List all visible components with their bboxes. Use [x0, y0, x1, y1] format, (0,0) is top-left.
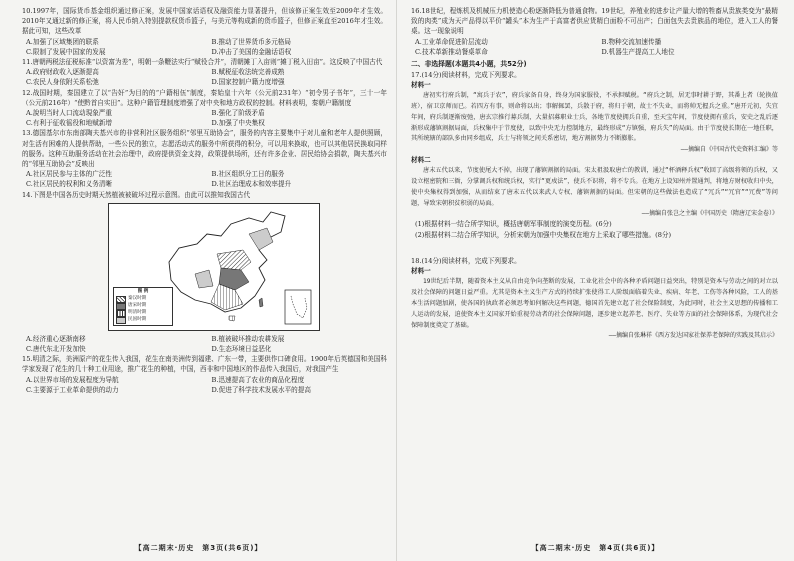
question-12-options	[22, 108, 387, 128]
material-text: 唐初实行府兵制，“寓兵于农”，府兵家备自身，终身为国家服役，不承担赋税。“府兵之制，居无事时耕于野，其番上者（轮换值班），宿卫京师而已。若四方有事，则命将以出；事解辄罢，兵散于府，将归于朝，故士不失业，而将帅无握兵之重。”唐开元初，失宜年间，府兵制逐渐废弛，唐玄宗推行募兵制，大量招募职业士兵，各地节度使拥兵自重，至天宝年间，节度使拥有重兵，安史之乱后逐渐形成藩镇割据局面，兵权集中于节度使，以致中央无力控制地方，最终形成“方镇强，府兵失”的局面。由于节度使长期在一地任职，其所统辖的部队多由同乡组成，兵士与将领之间关系密切，地方割据势力不断膨胀。	[411, 92, 778, 143]
option: B.植被破坏推动农耕发展	[211, 334, 285, 343]
option: C.有利于征收徭役和地赋新增	[26, 119, 113, 128]
material-source: ——摘编自《中国古代史资料汇编》等	[680, 146, 778, 154]
map-legend	[113, 287, 173, 326]
material-source: ——摘编自张琳祥《西方发达国家社保养老保障的实践及其启示》	[608, 332, 778, 340]
answer-space	[411, 240, 778, 256]
question-12: 12.战国时期，秦国建立了以“告奸”为目的的“户籍相伍”制度，秦始皇十六年（公元前231年）“初令男子书年”，三十一年（公元前216年）“使黔首自实田”。这种户籍管理制度增强了对中央和地方政权的控制。材料表明，秦朝户籍制度	[22, 88, 387, 107]
question-16: 16.18世纪，程炼机及机械压力机使造心粉逐渐降低为普通食物。19世纪，养殖业的进步让产量大增的牲畜从贵族类变为“最精致的肉类”成为天产品得以平价“罐头”本为生产于高富者供应货精白面粉不可出产；白面包失去贵族品的地位，进入工人的餐桌。这一现象说明	[411, 7, 778, 36]
option: C.技术革新推动餐桌革命	[415, 47, 488, 56]
option: D.机器生产提高工人地位	[601, 47, 675, 56]
question-15-options	[22, 375, 387, 395]
option: B.社区组织分工日的服务	[211, 170, 285, 179]
option: C.限制了发展中国家的发展	[26, 47, 106, 56]
section-heading: 二、非选择题(本题共4小题，共52分)	[411, 60, 527, 69]
option: D.国家控制户籍力度增强	[211, 78, 285, 87]
option: C.社区居民的权利和义务清晰	[26, 180, 113, 189]
option: A.社区居民参与主体的广泛性	[26, 170, 112, 179]
option: A.說明当时人口流动現象严重	[26, 109, 112, 118]
option: B.物种交流加速传播	[601, 37, 662, 46]
legend-item: 民国时期	[116, 317, 170, 324]
question-16-options	[411, 37, 778, 57]
option: A.工业革命促进阶层流动	[415, 37, 488, 46]
stripe-swatch-icon	[116, 310, 126, 317]
material-text: 19世纪后半期，随着资本主义从自由竞争向垄断的发展，工业化社会中的各种矛盾问题日益突出，特别是资本与劳动之间的对立以及社会保障的问题日益严重。尤其是资本主义生产方式的持续扩张使得工人阶级面临着失业、疾病、年老、工伤等各种风险，工人的基本生活问题加剧，使各国的执政者必须思考如何解决这些问题，德国首先建立起了社会保险制度，为此同时，社会主义思想的传播和工人运动的发展，迫使资本主义国家开始重视劳动者的社会保障问题，逐步建立起养老、医疗、失业等方面的社会保障体系，为现代社会保障制度奠定了基础。	[411, 278, 778, 329]
question-14-options	[22, 334, 387, 354]
option: B.推动了世界货币多元格局	[211, 37, 291, 46]
gray-swatch-icon	[116, 303, 126, 310]
material-text: 唐末五代以来，节度使尾大不掉，出现了藩镇割据的局面。宋太祖汲取唐亡的教训，通过“杯酒释兵权”收回了高级将领的兵权，又设立枢密院和三衙，分掌调兵权和统兵权，实行“更戍法”，使兵不识将，将不专兵。在地方上设知州并置通判，将地方财权收归中央，使中央集权得到加强，从而结束了唐末五代以来武人专权、藩镇割据的局面。但宋朝的这些做法也造成了“冗兵”“冗官”“冗费”等问题，导致宋朝积贫积弱的局面。	[411, 167, 778, 207]
option: D.加强了中央集权	[211, 119, 265, 128]
page-footer: 【高二期末·历史 第3页(共6页)】	[134, 544, 263, 552]
legend-item: 唐宋时期	[116, 303, 170, 310]
option: B.赋税征收法统完善成熟	[211, 68, 285, 77]
page-footer: 【高二期末·历史 第4页(共6页)】	[531, 544, 660, 552]
option: D.社区治理成本和效率提升	[211, 180, 292, 189]
material-label: 材料一	[411, 81, 431, 90]
option: A.政府财政收入逐渐提高	[26, 68, 99, 77]
option: A.以世界市场的发展程度为导航	[26, 375, 119, 384]
question-11-options	[22, 67, 387, 87]
legend-item: 明清时期	[116, 310, 170, 317]
page-right	[397, 0, 794, 561]
option: B.强化了阶级矛盾	[211, 109, 265, 118]
option: D.生态环境日益恶化	[211, 345, 272, 354]
option: B.迅速提高了农业的商品化程度	[211, 375, 305, 384]
hainan-island	[229, 316, 235, 321]
option: A.加强了区域集团的联系	[26, 37, 99, 46]
legend-title: 图 例	[137, 289, 149, 295]
china-vegetation-map	[108, 203, 320, 331]
question-10-options	[22, 37, 387, 57]
question-10: 10.1997年，国际货币基金组织通过修正案，发展中国家话语权及融资能力显著提升，但该修正案生效至2009年才生效。2010年又通过新的修正案，将人民币纳入特别提款权货币篮子，与美元等构成新的货币篮子，但修正案直至2016年才生效。据此可知，这些改革	[22, 7, 387, 36]
question-13-options	[22, 169, 387, 189]
option: C.主要源于工业革命提供的动力	[26, 385, 119, 394]
option: C.唐代东北开发加快	[26, 345, 86, 354]
light-swatch-icon	[116, 317, 126, 324]
option: C.农民人身依附关系松弛	[26, 78, 99, 87]
question-13: 13.德国基尔市东南部陶夫基兴市的非营利社区服务组织“邻里互助协会”，服务的内容主要集中于对儿童和老年人提供照顾，对生活有困难的人提供帮助，一些公民的独立，志愿活动式的服务中所获得的积分，可以用来换取，也可以其他居民换取同样的服务。这种互助服务活动在社会治理中，政府提供资金支持，政策提供场所，还有许多企业、居民给协会捐款，陶夫基兴市的“邻里互助协会”反映出	[22, 129, 387, 169]
option: D.促进了科学技术发展水平的提高	[211, 385, 311, 394]
taiwan-island	[259, 298, 263, 307]
option: D.冲击了美国的金融话语权	[211, 47, 292, 56]
question-15: 15.明清之际，美洲原产的花生传入我国，花生在南美洲传到福建、广东一带，主要供作口碑食用。1900年后英德国和美国科学家发现了花生的几十种工业用途，推广花生的种植，中国，西非和中国地区的作品传入我国后，对我国产生	[22, 355, 387, 374]
question-18: 18.(14分)阅读材料，完成下列要求。	[411, 257, 521, 266]
question-17: 17.(14分)阅读材料，完成下列要求。	[411, 71, 521, 80]
hatch-swatch-icon	[116, 296, 126, 303]
option: A.经济重心逐渐南移	[26, 334, 86, 343]
sub-question: (2)根据材料二结合所学知识，分析宋朝为加强中央集权在地方上采取了哪些措施。(8分)	[415, 230, 672, 239]
sub-question: (1)根据材料一结合所学知识，概括唐朝军事制度的演变历程。(6分)	[415, 220, 612, 229]
question-11: 11.唐朝两税法征税标准“以资富为差”，明朝一条鞭法实行“赋役合并”，清朝摊丁入亩则“摊丁税入田亩”。这反映了中国古代	[22, 58, 383, 67]
material-label: 材料二	[411, 156, 431, 165]
material-label: 材料一	[411, 267, 431, 276]
legend-item: 秦汉时期	[116, 296, 170, 303]
material-source: ——摘编自张岂之主编《中国历史（隋唐辽宋金卷）》	[641, 210, 778, 218]
question-14: 14.下图是中国各历史时期天然植被被破坏过程示意图。由此可以推知我国古代	[22, 190, 251, 199]
